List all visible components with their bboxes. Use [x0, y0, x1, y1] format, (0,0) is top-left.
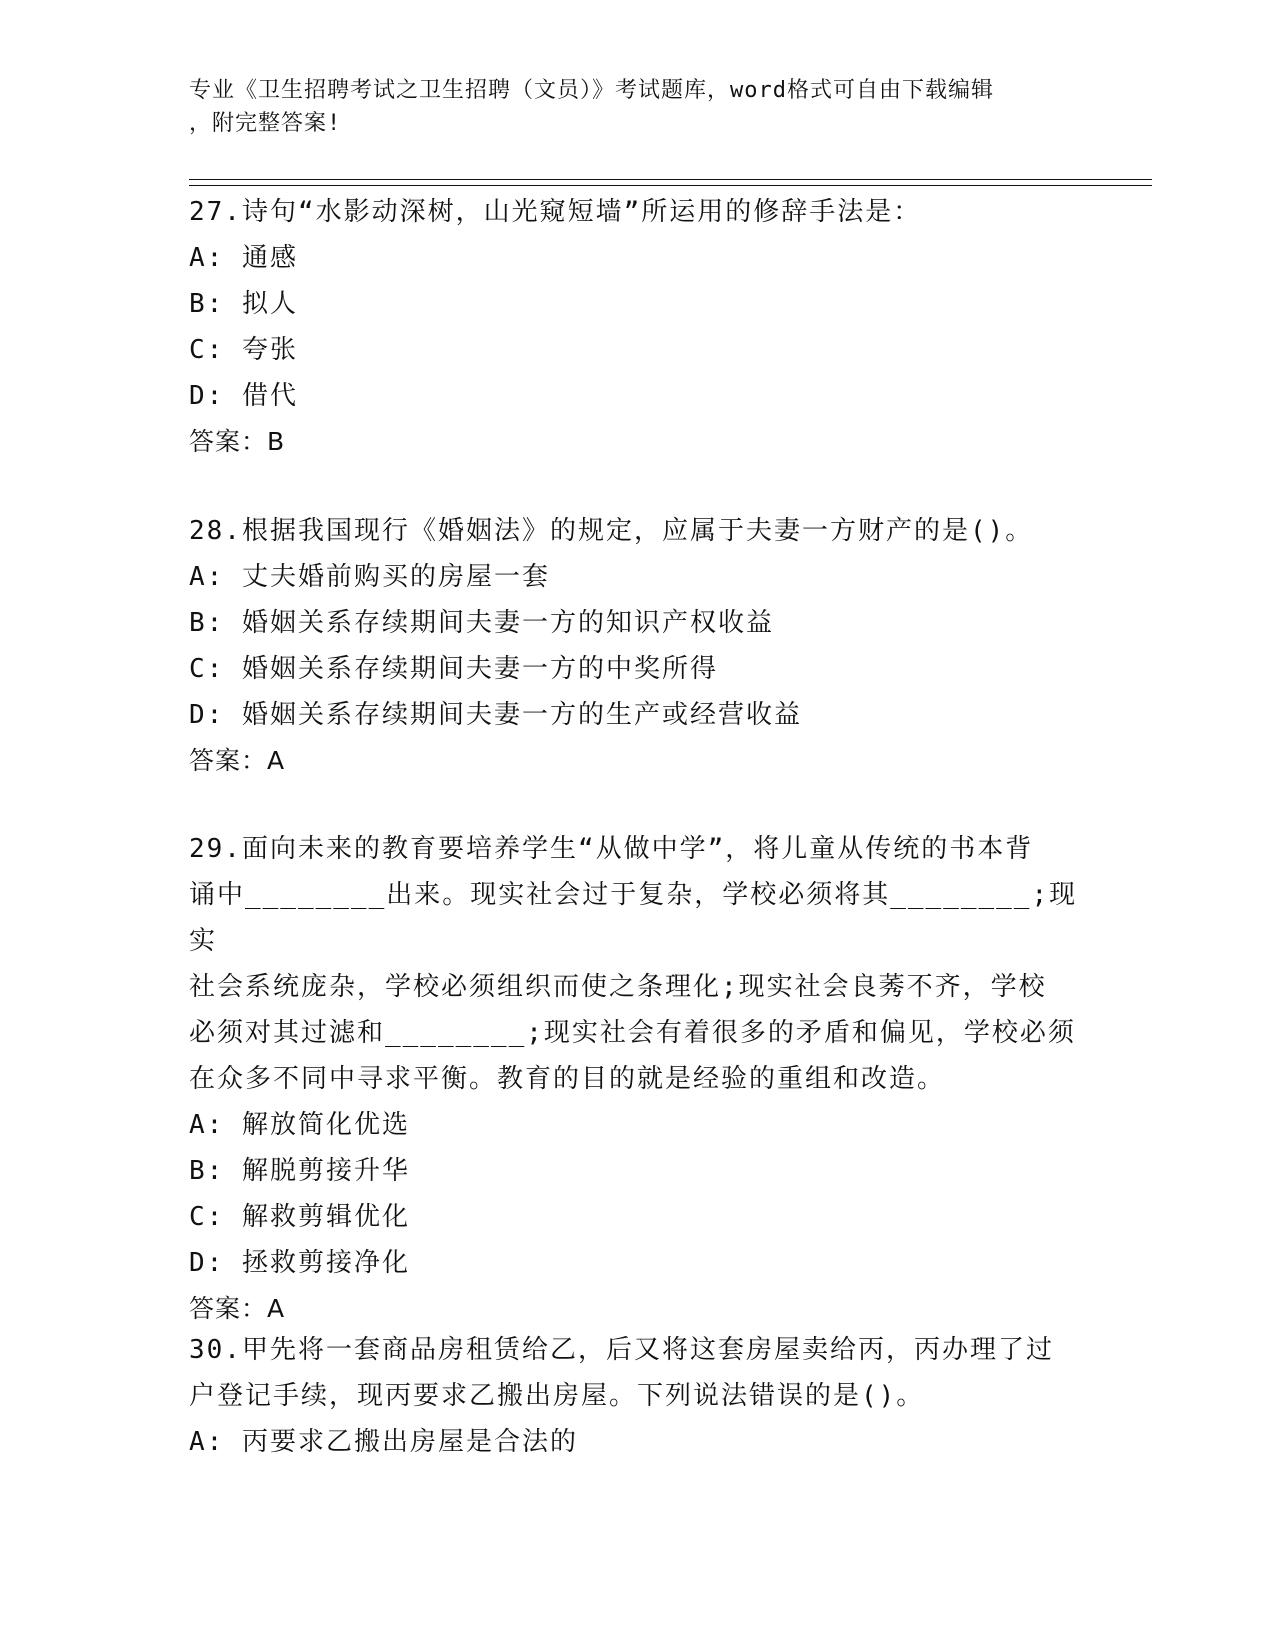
answer: 答案：A: [189, 746, 286, 775]
option-b: B: 婚姻关系存续期间夫妻一方的知识产权收益: [189, 608, 774, 638]
question-stem: 27.诗句“水影动深树，山光窥短墙”所运用的修辞手法是：: [189, 197, 922, 227]
option-c: C: 婚姻关系存续期间夫妻一方的中奖所得: [189, 654, 718, 684]
question-stem-line: 诵中________出来。现实社会过于复杂，学校必须将其________;现实: [189, 880, 1078, 956]
option-a: A: 丙要求乙搬出房屋是合法的: [189, 1427, 578, 1457]
document-header: [189, 74, 1089, 140]
question-stem-line: 29.面向未来的教育要培养学生“从做中学”，将儿童从传统的书本背: [189, 834, 1034, 864]
option-c: C: 夸张: [189, 335, 298, 365]
question-stem-line: 30.甲先将一套商品房租赁给乙，后又将这套房屋卖给丙，丙办理了过: [189, 1335, 1054, 1365]
option-a: A: 通感: [189, 243, 298, 273]
option-d: D: 拯救剪接净化: [189, 1248, 410, 1278]
header-divider-top: [189, 179, 1152, 180]
question-stem-line: 社会系统庞杂，学校必须组织而使之条理化;现实社会良莠不齐，学校: [189, 972, 1047, 1002]
question-stem-line: 必须对其过滤和________;现实社会有着很多的矛盾和偏见，学校必须: [189, 1018, 1076, 1048]
question-stem: 28.根据我国现行《婚姻法》的规定，应属于夫妻一方财产的是()。: [189, 516, 1034, 546]
header-line-2: ，附完整答案!: [189, 111, 342, 136]
header-line-1: 专业《卫生招聘考试之卫生招聘（文员）》考试题库，word格式可自由下载编辑: [189, 78, 994, 103]
option-a: A: 丈夫婚前购买的房屋一套: [189, 562, 550, 592]
answer: 答案：B: [189, 427, 286, 456]
option-d: D: 婚姻关系存续期间夫妻一方的生产或经营收益: [189, 700, 802, 730]
header-divider-bottom: [189, 185, 1152, 186]
question-stem-line: 户登记手续，现丙要求乙搬出房屋。下列说法错误的是()。: [189, 1381, 925, 1411]
option-b: B: 拟人: [189, 289, 298, 319]
question-27: [189, 189, 1089, 465]
question-29: [189, 826, 1089, 1332]
question-stem-line: 在众多不同中寻求平衡。教育的目的就是经验的重组和改造。: [189, 1064, 946, 1094]
option-d: D: 借代: [189, 381, 298, 411]
option-b: B: 解脱剪接升华: [189, 1156, 410, 1186]
question-28: [189, 508, 1089, 784]
option-a: A: 解放简化优选: [189, 1110, 410, 1140]
question-30: [189, 1327, 1089, 1465]
option-c: C: 解救剪辑优化: [189, 1202, 410, 1232]
answer: 答案：A: [189, 1294, 286, 1323]
